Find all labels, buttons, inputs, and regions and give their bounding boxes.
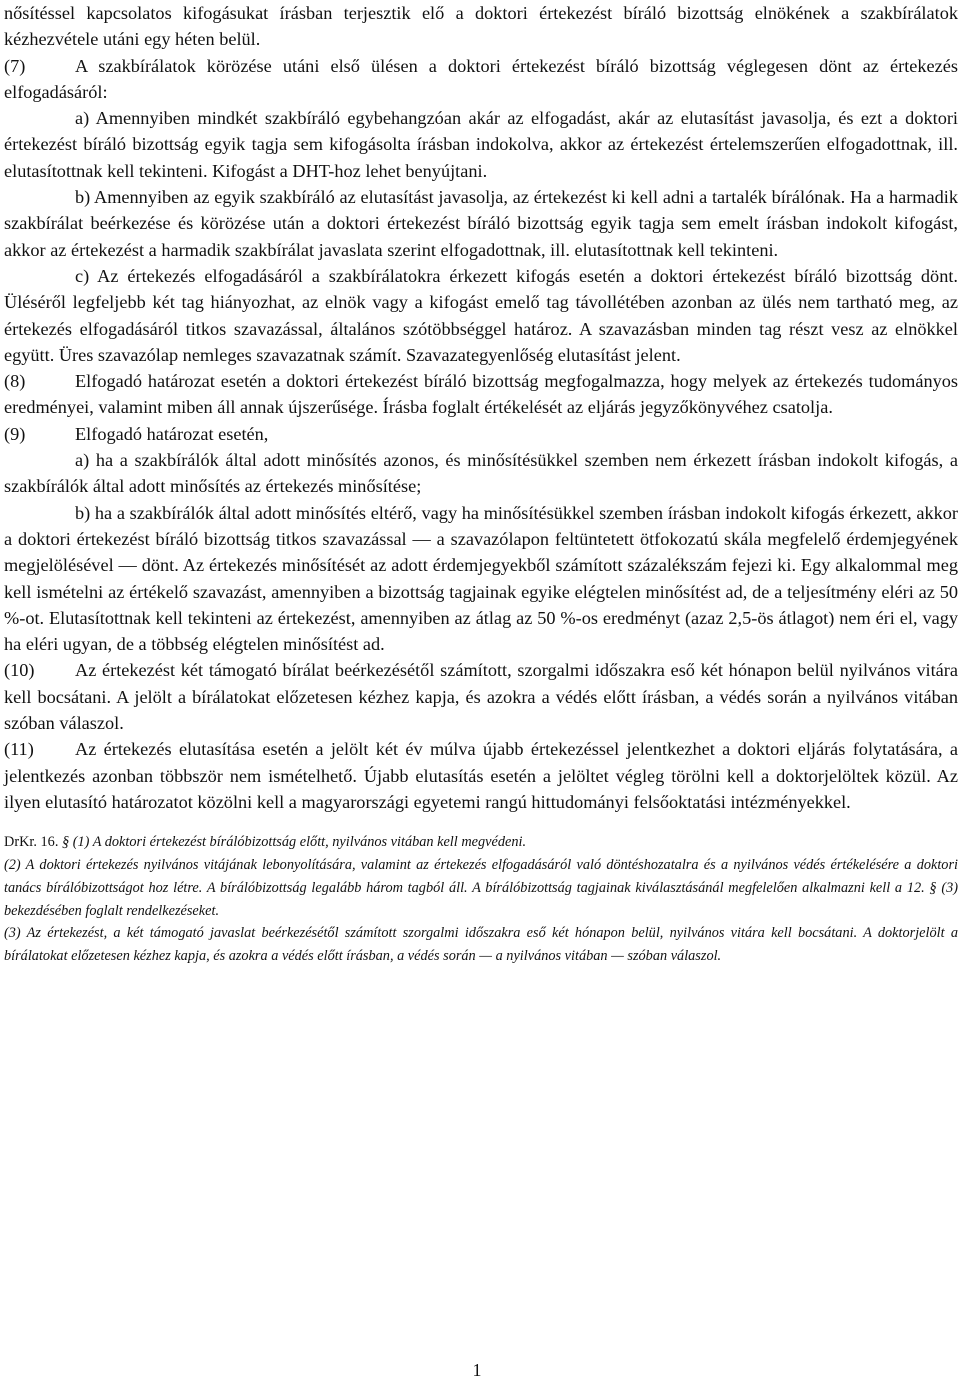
paragraph-number: (8) [4,371,26,392]
paragraph-9b: b) ha a szakbírálók által adott minősítés eltérő, vagy ha minősítésükkel szemben írásban indokolt kifogás érkezett, akkor a doktori értekezést bíráló bizottság titkos szavazással — a szavazólapon feltüntetett ötfokozatú skála megfelelő érdemjegyének megjelölésével — dönt. Az értekezés minősítését az adott érdemjegyekből számított százalékszám fejezi ki. Egy alkalommal meg kell ismételni az értékelő szavazást, amennyiben a bizottság tagjainak egyike elégtelen minősítést ad, de a teljesítmény eléri az 50 %-ot. Elutasítottnak kell tekinteni az értekezést, amennyiben az átlag az 50 %-os eredményt (azaz 2,5-ös átlagot) nem éri el, vagy ha eléri ugyan, de a többség elégtelen minősítést ad. [4,502,958,655]
main-text [4,0,958,815]
footnote-text: (1) A doktori értekezést bírálóbizottság előtt, nyilvános vitában kell megvédeni. [69,834,527,851]
paragraph-text: Elfogadó határozat esetén, [75,423,269,444]
footnote-2: (2) A doktori értekezés nyilvános vitájának lebonyolítására, valamint az értekezés elfogadásáról való döntéshozatalra és a nyilvános védés értékelésére a doktori tanács bírálóbizottságot hoz létre. A bírálóbizottság legalább három tagból áll. A bírálóbizottság tagjainak kiválasztásánál megfelelően alkalmazni kell a 12. § (3) bekezdésében foglalt rendelkezéseket. [4,857,958,919]
section-symbol: § [61,834,70,851]
paragraph-number: (9) [4,423,26,444]
paragraph-7b: b) Amennyiben az egyik szakbíráló az elutasítást javasolja, az értekezést ki kell adni a tartalék bírálónak. Ha a harmadik szakbírálat beérkezése és körözése után a doktori értekezést bíráló bizottság egyik tagja sem emelt írásban indokolt kifogást, akkor az értekezést a harmadik szakbírálat javaslata szerint elfogadottnak, ill. elutasítottnak kell tekinteni. [4,187,958,260]
paragraph-9a: a) ha a szakbírálók által adott minősítés azonos, és minősítésükkel szemben nem érkezett írásban indokolt kifogás, a szakbírálók által adott minősítés az értekezés minősítése; [4,450,958,497]
paragraph-7 [4,53,958,106]
paragraph-10 [4,657,958,736]
document-page [4,0,958,968]
paragraph-continuation: nősítéssel kapcsolatos kifogásukat írásban terjesztik elő a doktori értekezést bíráló bizottság elnökének a szakbírálatok kézhezvétele utáni egy héten belül. [4,3,958,50]
paragraph-number: (7) [4,55,26,76]
paragraph-text: A szakbírálatok körözése utáni első ülésen a doktori értekezést bíráló bizottság véglegesen dönt az értekezés elfogadásáról: [4,55,958,102]
paragraph-7a: a) Amennyiben mindkét szakbíráló egybehangzóan akár az elfogadást, akár az elutasítást javasolja, és ezt a doktori értekezést bíráló bizottság egyik tagja sem kifogásolta írásban indokolva, akkor az értekezést értelemszerűen elfogadottnak, ill. elutasítottnak kell tekinteni. Kifogást a DHT-hoz lehet benyújtani. [4,108,958,181]
footnote-3: (3) Az értekezést, a két támogató javaslat beérkezésétől számított szorgalmi időszakra eső két hónapon belül, nyilvános vitára kell bocsátani. A doktorjelölt a bírálatokat előzetesen kézhez kapja, és azokra a védés előtt írásban, a védés során — a nyilvános vitában — szóban válaszol. [4,925,958,965]
footnote-1 [4,831,958,854]
paragraph-8 [4,368,958,421]
paragraph-11 [4,736,958,815]
footnote-reference: DrKr. 16. [4,834,62,851]
paragraph-text: Elfogadó határozat esetén a doktori értekezést bíráló bizottság megfogalmazza, hogy melyek az értekezés tudományos eredményei, valamint miben áll annak újszerűsége. Írásba foglalt értékelését az eljárás jegyzőkönyvéhez csatolja. [4,371,958,418]
paragraph-number: (10) [4,660,35,681]
paragraph-7c: c) Az értekezés elfogadásáról a szakbírálatokra érkezett kifogás esetén a doktori értekezést bíráló bizottság dönt. Üléséről legfeljebb két tag hiányozhat, az elnök vagy a kifogást emelő tag távollétében azonban az ülés nem tartható meg, az értekezés elfogadásáról titkos szavazással, általános szótöbbséggel határoz. A szavazásban minden tag részt vesz az elnökkel együtt. Üres szavazólap nemleges szavazatnak számít. Szavazategyenlőség elutasítást jelent. [4,265,958,365]
paragraph-9 [4,421,958,447]
footnotes [4,831,958,968]
paragraph-text: Az értekezést két támogató bírálat beérkezésétől számított, szorgalmi időszakra eső két hónapon belül nyilvános vitára kell bocsátani. A jelölt a bírálatokat előzetesen kézhez kapja, és azokra a védés előtt írásban, a védés során a nyilvános vitában szóban válaszol. [4,660,958,734]
page-number: 1 [472,1360,482,1380]
paragraph-number: (11) [4,739,34,760]
paragraph-text: Az értekezés elutasítása esetén a jelölt két év múlva újabb értekezéssel jelentkezhet a doktori eljárás folytatására, a jelentkezés azonban többször nem ismételhető. Újabb elutasítás esetén a jelöltet végleg törölni kell a doktorjelöltek közül. Az ilyen elutasító határozatot közölni kell a magyarországi egyetemi rangú hittudományi felsőoktatási intézményekkel. [4,739,958,812]
